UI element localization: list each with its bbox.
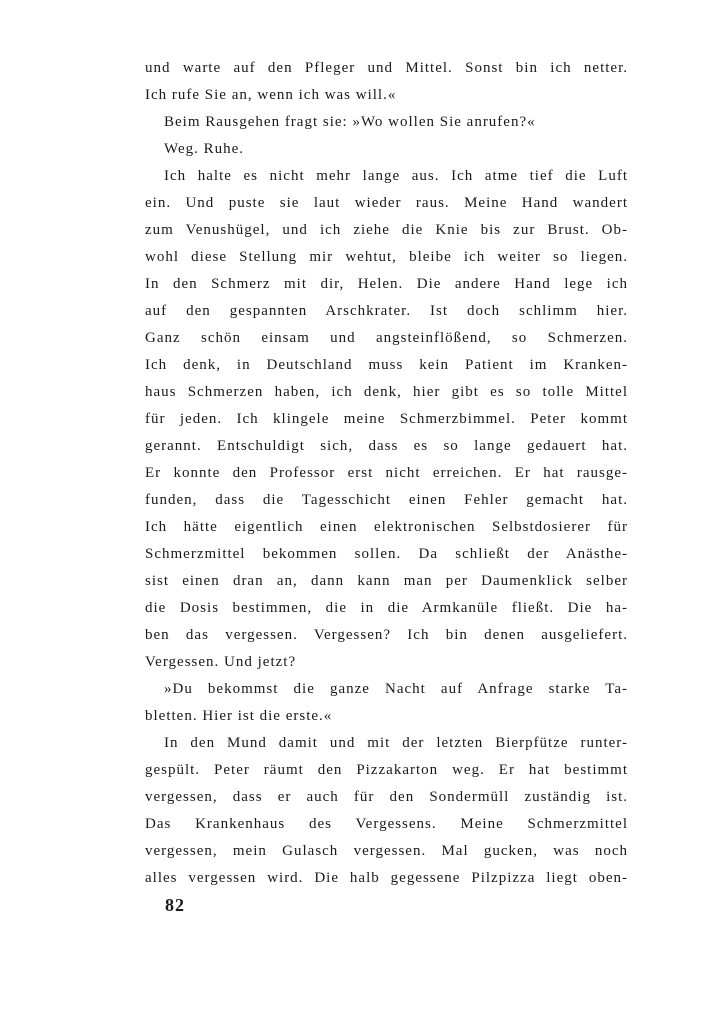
page-number: 82 — [165, 895, 185, 915]
text-line: zum Venushügel, und ich ziehe die Knie bis zur Brust. Ob- — [145, 222, 628, 238]
text-line: Das Krankenhaus des Vergessens. Meine Schmerzmittel — [145, 816, 628, 832]
text-line: ben das vergessen. Vergessen? Ich bin denen ausgeliefert. — [145, 627, 628, 643]
text-line: Er konnte den Professor erst nicht erreichen. Er hat rausge- — [145, 465, 628, 481]
text-line: funden, dass die Tagesschicht einen Fehler gemacht hat. — [145, 492, 628, 508]
text-line: Beim Rausgehen fragt sie: »Wo wollen Sie anrufen?« — [164, 114, 536, 130]
text-line: sist einen dran an, dann kann man per Daumenklick selber — [145, 573, 628, 589]
text-line: Ich rufe Sie an, wenn ich was will.« — [145, 87, 397, 103]
text-line: Vergessen. Und jetzt? — [145, 654, 297, 670]
text-line: vergessen, mein Gulasch vergessen. Mal gucken, was noch — [145, 843, 628, 859]
text-line: Ich halte es nicht mehr lange aus. Ich atme tief die Luft — [164, 168, 628, 184]
body-text — [145, 58, 628, 895]
text-line: auf den gespannten Arschkrater. Ist doch schlimm hier. — [145, 303, 628, 319]
text-line: alles vergessen wird. Die halb gegessene Pilzpizza liegt oben- — [145, 870, 628, 886]
text-line: Ganz schön einsam und angsteinflößend, so Schmerzen. — [145, 330, 628, 346]
text-line: bletten. Hier ist die erste.« — [145, 708, 333, 724]
text-line: In den Mund damit und mit der letzten Bierpfütze runter- — [164, 735, 628, 751]
text-line: gerannt. Entschuldigt sich, dass es so lange gedauert hat. — [145, 438, 628, 454]
text-line: ein. Und puste sie laut wieder raus. Meine Hand wandert — [145, 195, 628, 211]
text-line: gespült. Peter räumt den Pizzakarton weg. Er hat bestimmt — [145, 762, 628, 778]
text-line: In den Schmerz mit dir, Helen. Die andere Hand lege ich — [145, 276, 628, 292]
text-line: Schmerzmittel bekommen sollen. Da schließt der Anästhe- — [145, 546, 628, 562]
text-line: Weg. Ruhe. — [164, 141, 245, 157]
text-line: und warte auf den Pfleger und Mittel. Sonst bin ich netter. — [145, 60, 628, 76]
text-line: Ich denk, in Deutschland muss kein Patient im Kranken- — [145, 357, 628, 373]
text-line: wohl diese Stellung mir wehtut, bleibe ich weiter so liegen. — [145, 249, 628, 265]
text-line: für jeden. Ich klingele meine Schmerzbimmel. Peter kommt — [145, 411, 628, 427]
text-line: haus Schmerzen haben, ich denk, hier gibt es so tolle Mittel — [145, 384, 628, 400]
text-line: die Dosis bestimmen, die in die Armkanüle fließt. Die ha- — [145, 600, 628, 616]
text-line: vergessen, dass er auch für den Sondermüll zuständig ist. — [145, 789, 628, 805]
text-line: Ich hätte eigentlich einen elektronischen Selbstdosierer für — [145, 519, 628, 535]
text-line: »Du bekommst die ganze Nacht auf Anfrage starke Ta- — [164, 681, 628, 697]
